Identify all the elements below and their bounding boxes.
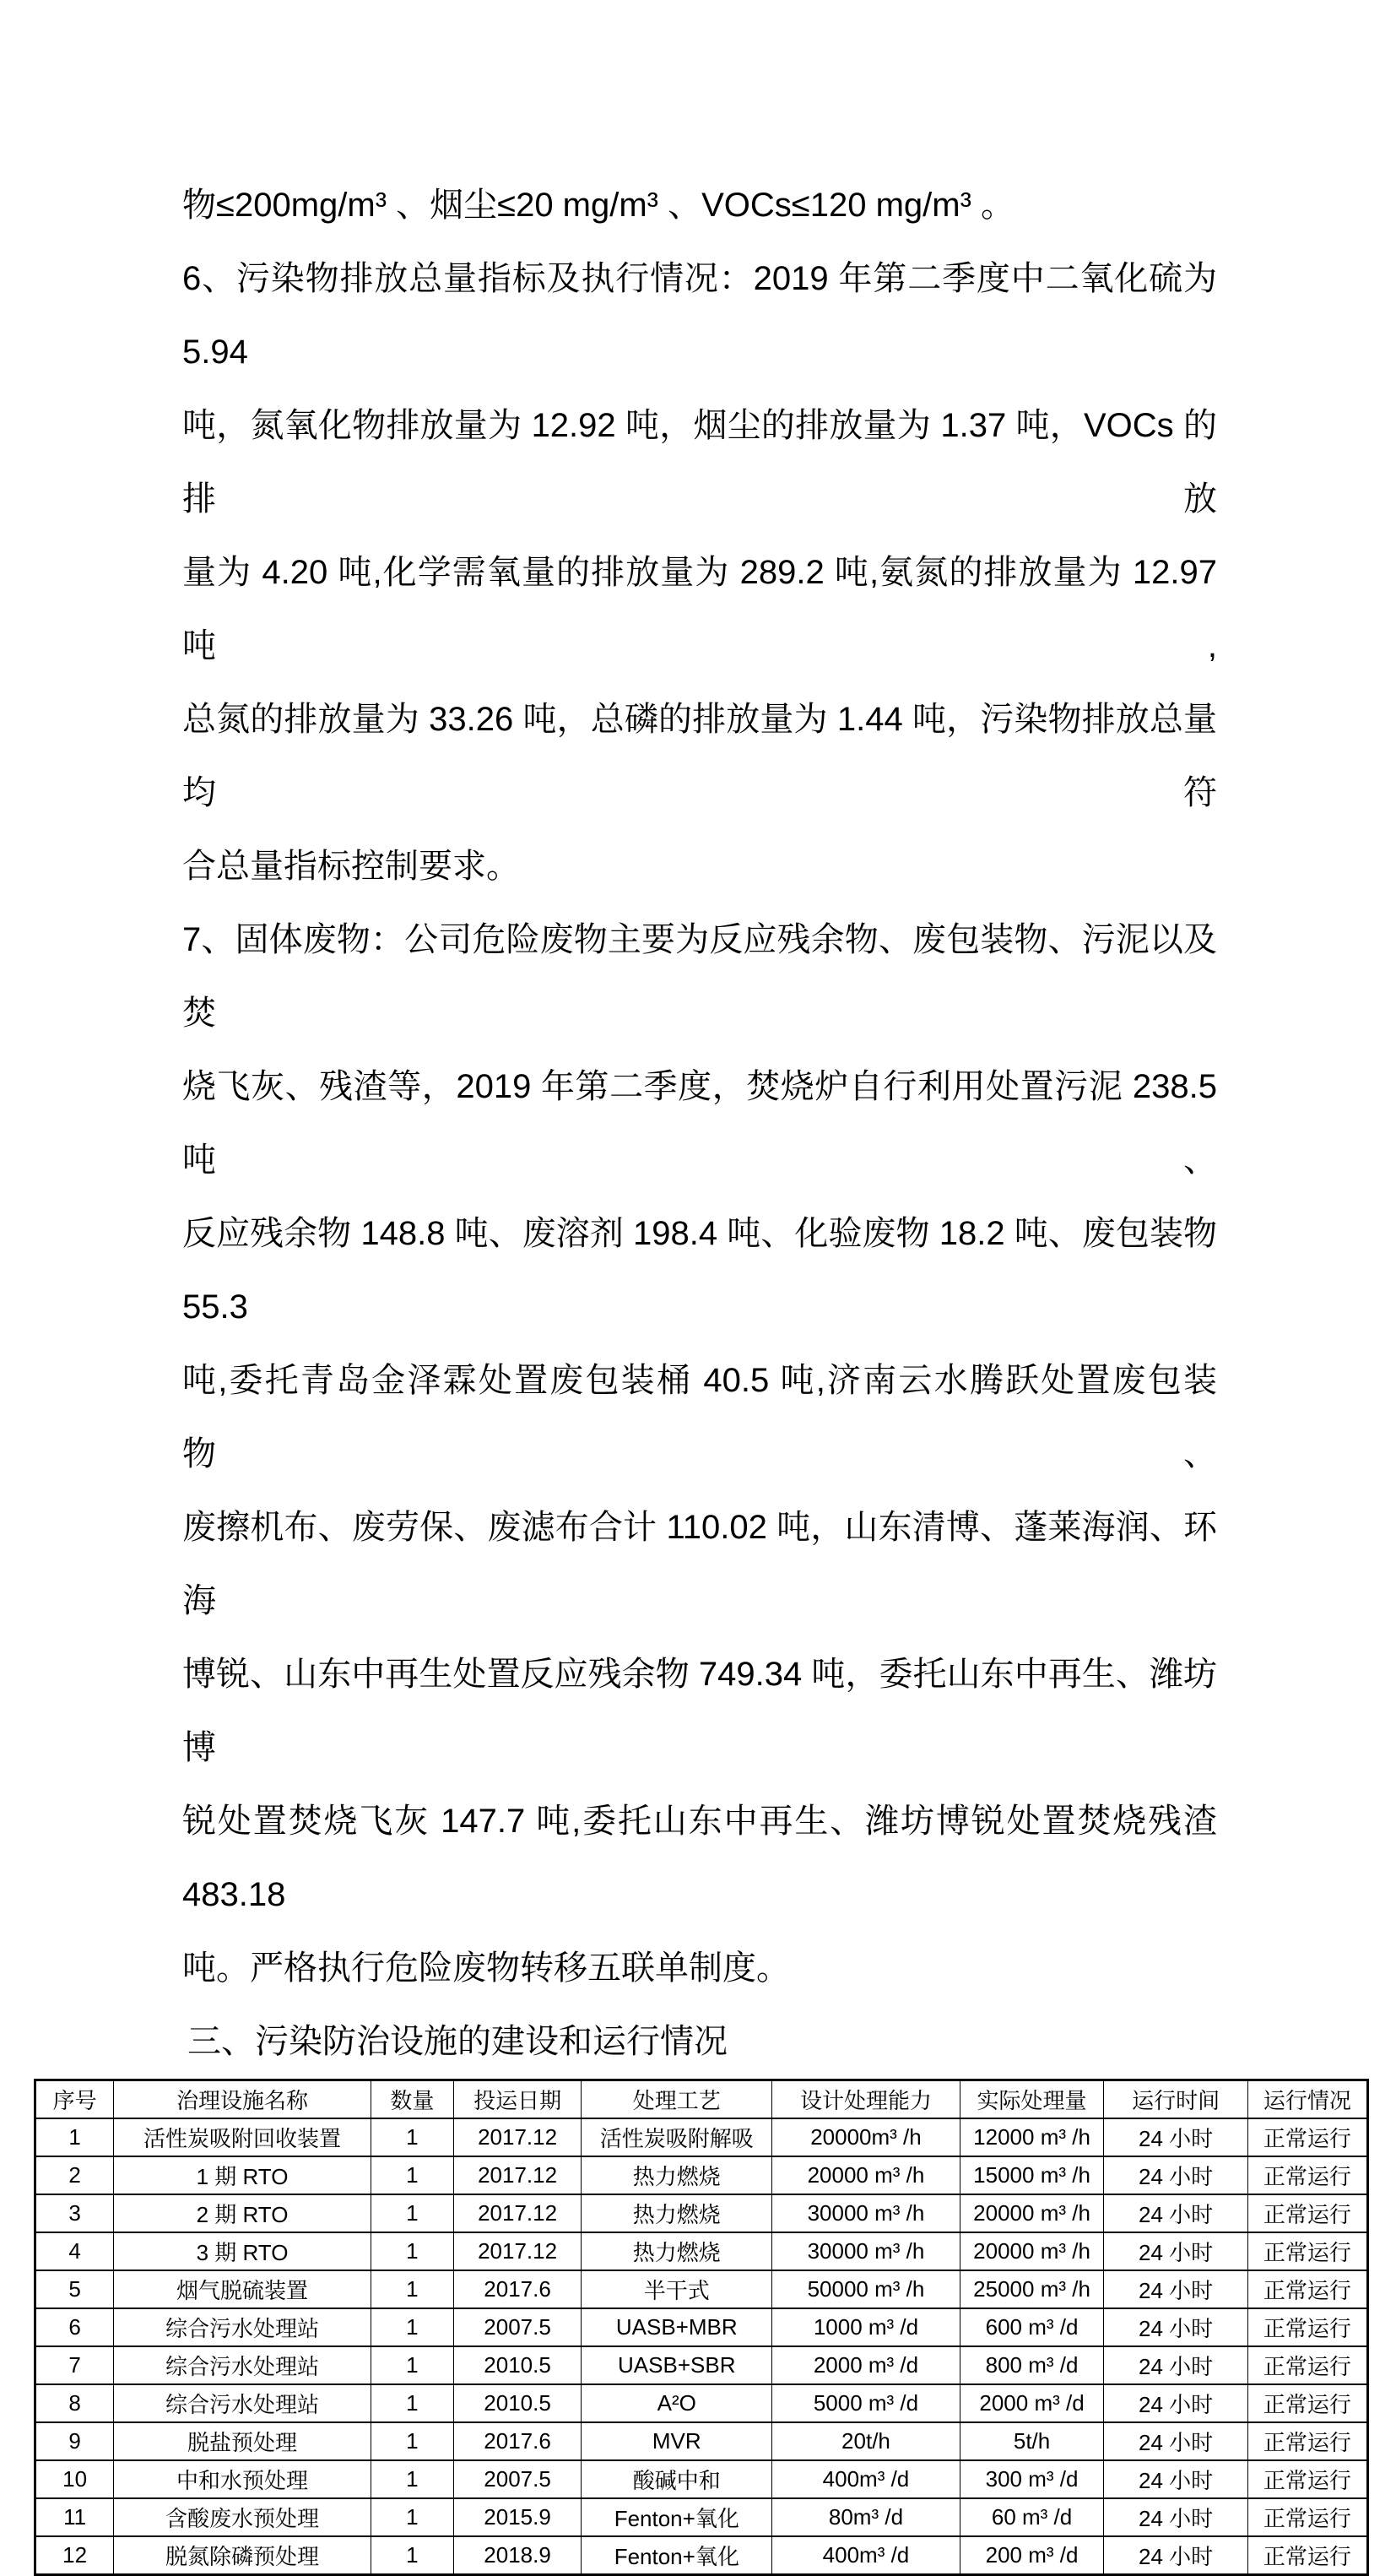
cell-operating-status: 正常运行	[1247, 2270, 1367, 2308]
cell-start-date: 2010.5	[453, 2384, 582, 2422]
table-row	[35, 2270, 1368, 2308]
cell-facility-name: 1 期 RTO	[114, 2156, 371, 2194]
cell-process: A²O	[582, 2384, 772, 2422]
cell-facility-name: 综合污水处理站	[114, 2346, 371, 2384]
cell-operating-status: 正常运行	[1247, 2308, 1367, 2346]
cell-quantity: 1	[371, 2536, 453, 2575]
cell-operating-time: 24 小时	[1104, 2422, 1248, 2460]
cell-operating-status: 正常运行	[1247, 2194, 1367, 2232]
cell-start-date: 2007.5	[453, 2308, 582, 2346]
cell-serial-number: 5	[35, 2270, 114, 2308]
table-row	[35, 2232, 1368, 2270]
cell-serial-number: 1	[35, 2118, 114, 2156]
cell-process: UASB+MBR	[582, 2308, 772, 2346]
text-line: 7、固体废物：公司危险废物主要为反应残余物、废包装物、污泥以及焚	[182, 921, 1217, 1032]
table-header-cell: 设计处理能力	[772, 2080, 960, 2119]
table-header-cell: 实际处理量	[960, 2080, 1104, 2119]
cell-actual-capacity: 12000 m³ /h	[960, 2118, 1104, 2156]
text-line: 吨，氮氧化物排放量为 12.92 吨，烟尘的排放量为 1.37 吨，VOCs 的排放	[182, 407, 1217, 518]
table-row	[35, 2118, 1368, 2156]
cell-design-capacity: 80m³ /d	[772, 2498, 960, 2536]
cell-process: Fenton+氧化	[582, 2498, 772, 2536]
cell-design-capacity: 5000 m³ /d	[772, 2384, 960, 2422]
cell-quantity: 1	[371, 2460, 453, 2498]
table-header-cell: 序号	[35, 2080, 114, 2119]
table-header-cell: 投运日期	[453, 2080, 582, 2119]
cell-facility-name: 2 期 RTO	[114, 2194, 371, 2232]
cell-start-date: 2007.5	[453, 2460, 582, 2498]
cell-operating-status: 正常运行	[1247, 2536, 1367, 2575]
cell-serial-number: 9	[35, 2422, 114, 2460]
table-row	[35, 2384, 1368, 2422]
cell-design-capacity: 30000 m³ /h	[772, 2194, 960, 2232]
cell-facility-name: 3 期 RTO	[114, 2232, 371, 2270]
cell-design-capacity: 20000m³ /h	[772, 2118, 960, 2156]
table-row	[35, 2194, 1368, 2232]
cell-quantity: 1	[371, 2308, 453, 2346]
cell-quantity: 1	[371, 2194, 453, 2232]
cell-operating-time: 24 小时	[1104, 2384, 1248, 2422]
cell-design-capacity: 20t/h	[772, 2422, 960, 2460]
cell-operating-status: 正常运行	[1247, 2346, 1367, 2384]
cell-operating-time: 24 小时	[1104, 2270, 1248, 2308]
cell-facility-name: 活性炭吸附回收装置	[114, 2118, 371, 2156]
cell-design-capacity: 30000 m³ /h	[772, 2232, 960, 2270]
cell-actual-capacity: 15000 m³ /h	[960, 2156, 1104, 2194]
cell-serial-number: 3	[35, 2194, 114, 2232]
table-row	[35, 2346, 1368, 2384]
cell-facility-name: 脱盐预处理	[114, 2422, 371, 2460]
table-header-cell: 运行情况	[1247, 2080, 1367, 2119]
table-row	[35, 2498, 1368, 2536]
cell-design-capacity: 400m³ /d	[772, 2460, 960, 2498]
cell-design-capacity: 1000 m³ /d	[772, 2308, 960, 2346]
cell-process: 半干式	[582, 2270, 772, 2308]
cell-design-capacity: 2000 m³ /d	[772, 2346, 960, 2384]
text-line: 物≤200mg/m³ 、烟尘≤20 mg/m³ 、VOCs≤120 mg/m³ 。	[182, 187, 1015, 224]
cell-process: 热力燃烧	[582, 2194, 772, 2232]
cell-actual-capacity: 5t/h	[960, 2422, 1104, 2460]
cell-actual-capacity: 25000 m³ /h	[960, 2270, 1104, 2308]
cell-quantity: 1	[371, 2118, 453, 2156]
cell-start-date: 2017.12	[453, 2194, 582, 2232]
cell-serial-number: 4	[35, 2232, 114, 2270]
table-row	[35, 2308, 1368, 2346]
cell-actual-capacity: 20000 m³ /h	[960, 2232, 1104, 2270]
cell-design-capacity: 20000 m³ /h	[772, 2156, 960, 2194]
text-line: 锐处置焚烧飞灰 147.7 吨,委托山东中再生、潍坊博锐处置焚烧残渣 483.18	[182, 1803, 1217, 1913]
cell-start-date: 2017.12	[453, 2118, 582, 2156]
table-row	[35, 2460, 1368, 2498]
table-row	[35, 2536, 1368, 2575]
cell-quantity: 1	[371, 2498, 453, 2536]
cell-serial-number: 7	[35, 2346, 114, 2384]
text-line: 反应残余物 148.8 吨、废溶剂 198.4 吨、化验废物 18.2 吨、废包装物 55.3	[182, 1215, 1217, 1326]
table-header-cell: 处理工艺	[582, 2080, 772, 2119]
cell-operating-status: 正常运行	[1247, 2498, 1367, 2536]
cell-operating-time: 24 小时	[1104, 2232, 1248, 2270]
cell-facility-name: 脱氮除磷预处理	[114, 2536, 371, 2575]
pollution-control-facilities-table	[34, 2079, 1369, 2576]
cell-facility-name: 含酸废水预处理	[114, 2498, 371, 2536]
cell-actual-capacity: 60 m³ /d	[960, 2498, 1104, 2536]
table-body	[35, 2118, 1368, 2575]
cell-start-date: 2015.9	[453, 2498, 582, 2536]
table-header-cell: 数量	[371, 2080, 453, 2119]
cell-serial-number: 11	[35, 2498, 114, 2536]
cell-process: 热力燃烧	[582, 2156, 772, 2194]
cell-start-date: 2017.6	[453, 2422, 582, 2460]
section-heading: 三、污染防治设施的建设和运行情况	[187, 2023, 728, 2060]
text-line: 博锐、山东中再生处置反应残余物 749.34 吨，委托山东中再生、潍坊博	[182, 1656, 1217, 1766]
cell-actual-capacity: 600 m³ /d	[960, 2308, 1104, 2346]
cell-operating-time: 24 小时	[1104, 2498, 1248, 2536]
cell-operating-status: 正常运行	[1247, 2460, 1367, 2498]
cell-operating-status: 正常运行	[1247, 2232, 1367, 2270]
cell-serial-number: 10	[35, 2460, 114, 2498]
cell-operating-time: 24 小时	[1104, 2156, 1248, 2194]
cell-process: 热力燃烧	[582, 2232, 772, 2270]
text-line: 废擦机布、废劳保、废滤布合计 110.02 吨，山东清博、蓬莱海润、环海	[182, 1509, 1217, 1619]
cell-operating-time: 24 小时	[1104, 2460, 1248, 2498]
cell-start-date: 2010.5	[453, 2346, 582, 2384]
cell-operating-status: 正常运行	[1247, 2118, 1367, 2156]
cell-operating-time: 24 小时	[1104, 2346, 1248, 2384]
text-line: 吨。严格执行危险废物转移五联单制度。	[182, 1950, 790, 1987]
cell-serial-number: 2	[35, 2156, 114, 2194]
cell-serial-number: 12	[35, 2536, 114, 2575]
cell-serial-number: 8	[35, 2384, 114, 2422]
cell-quantity: 1	[371, 2156, 453, 2194]
cell-actual-capacity: 20000 m³ /h	[960, 2194, 1104, 2232]
cell-process: UASB+SBR	[582, 2346, 772, 2384]
cell-quantity: 1	[371, 2270, 453, 2308]
text-line: 6、污染物排放总量指标及执行情况：2019 年第二季度中二氧化硫为 5.94	[182, 260, 1217, 371]
cell-start-date: 2018.9	[453, 2536, 582, 2575]
cell-start-date: 2017.6	[453, 2270, 582, 2308]
cell-operating-status: 正常运行	[1247, 2422, 1367, 2460]
cell-quantity: 1	[371, 2346, 453, 2384]
cell-actual-capacity: 300 m³ /d	[960, 2460, 1104, 2498]
cell-quantity: 1	[371, 2384, 453, 2422]
table-header-cell: 运行时间	[1104, 2080, 1248, 2119]
cell-operating-time: 24 小时	[1104, 2118, 1248, 2156]
cell-quantity: 1	[371, 2232, 453, 2270]
cell-process: 酸碱中和	[582, 2460, 772, 2498]
cell-operating-time: 24 小时	[1104, 2536, 1248, 2575]
cell-design-capacity: 50000 m³ /h	[772, 2270, 960, 2308]
cell-process: Fenton+氧化	[582, 2536, 772, 2575]
cell-operating-time: 24 小时	[1104, 2308, 1248, 2346]
cell-start-date: 2017.12	[453, 2156, 582, 2194]
text-line: 吨,委托青岛金泽霖处置废包装桶 40.5 吨,济南云水腾跃处置废包装物、	[182, 1362, 1217, 1472]
text-line: 合总量指标控制要求。	[182, 848, 520, 885]
cell-start-date: 2017.12	[453, 2232, 582, 2270]
cell-quantity: 1	[371, 2422, 453, 2460]
cell-design-capacity: 400m³ /d	[772, 2536, 960, 2575]
cell-facility-name: 中和水预处理	[114, 2460, 371, 2498]
table-row	[35, 2422, 1368, 2460]
cell-operating-status: 正常运行	[1247, 2384, 1367, 2422]
cell-actual-capacity: 800 m³ /d	[960, 2346, 1104, 2384]
cell-operating-status: 正常运行	[1247, 2156, 1367, 2194]
cell-operating-time: 24 小时	[1104, 2194, 1248, 2232]
cell-actual-capacity: 200 m³ /d	[960, 2536, 1104, 2575]
cell-actual-capacity: 2000 m³ /d	[960, 2384, 1104, 2422]
text-line: 量为 4.20 吨,化学需氧量的排放量为 289.2 吨,氨氮的排放量为 12.97 吨,	[182, 554, 1217, 664]
cell-facility-name: 综合污水处理站	[114, 2384, 371, 2422]
text-line: 总氮的排放量为 33.26 吨，总磷的排放量为 1.44 吨，污染物排放总量均符	[182, 701, 1217, 811]
cell-process: 活性炭吸附解吸	[582, 2118, 772, 2156]
table-row	[35, 2156, 1368, 2194]
text-line: 烧飞灰、残渣等，2019 年第二季度，焚烧炉自行利用处置污泥 238.5 吨、	[182, 1068, 1217, 1179]
cell-facility-name: 综合污水处理站	[114, 2308, 371, 2346]
cell-process: MVR	[582, 2422, 772, 2460]
table-header-row	[35, 2080, 1368, 2119]
cell-facility-name: 烟气脱硫装置	[114, 2270, 371, 2308]
cell-serial-number: 6	[35, 2308, 114, 2346]
table-header-cell: 治理设施名称	[114, 2080, 371, 2119]
